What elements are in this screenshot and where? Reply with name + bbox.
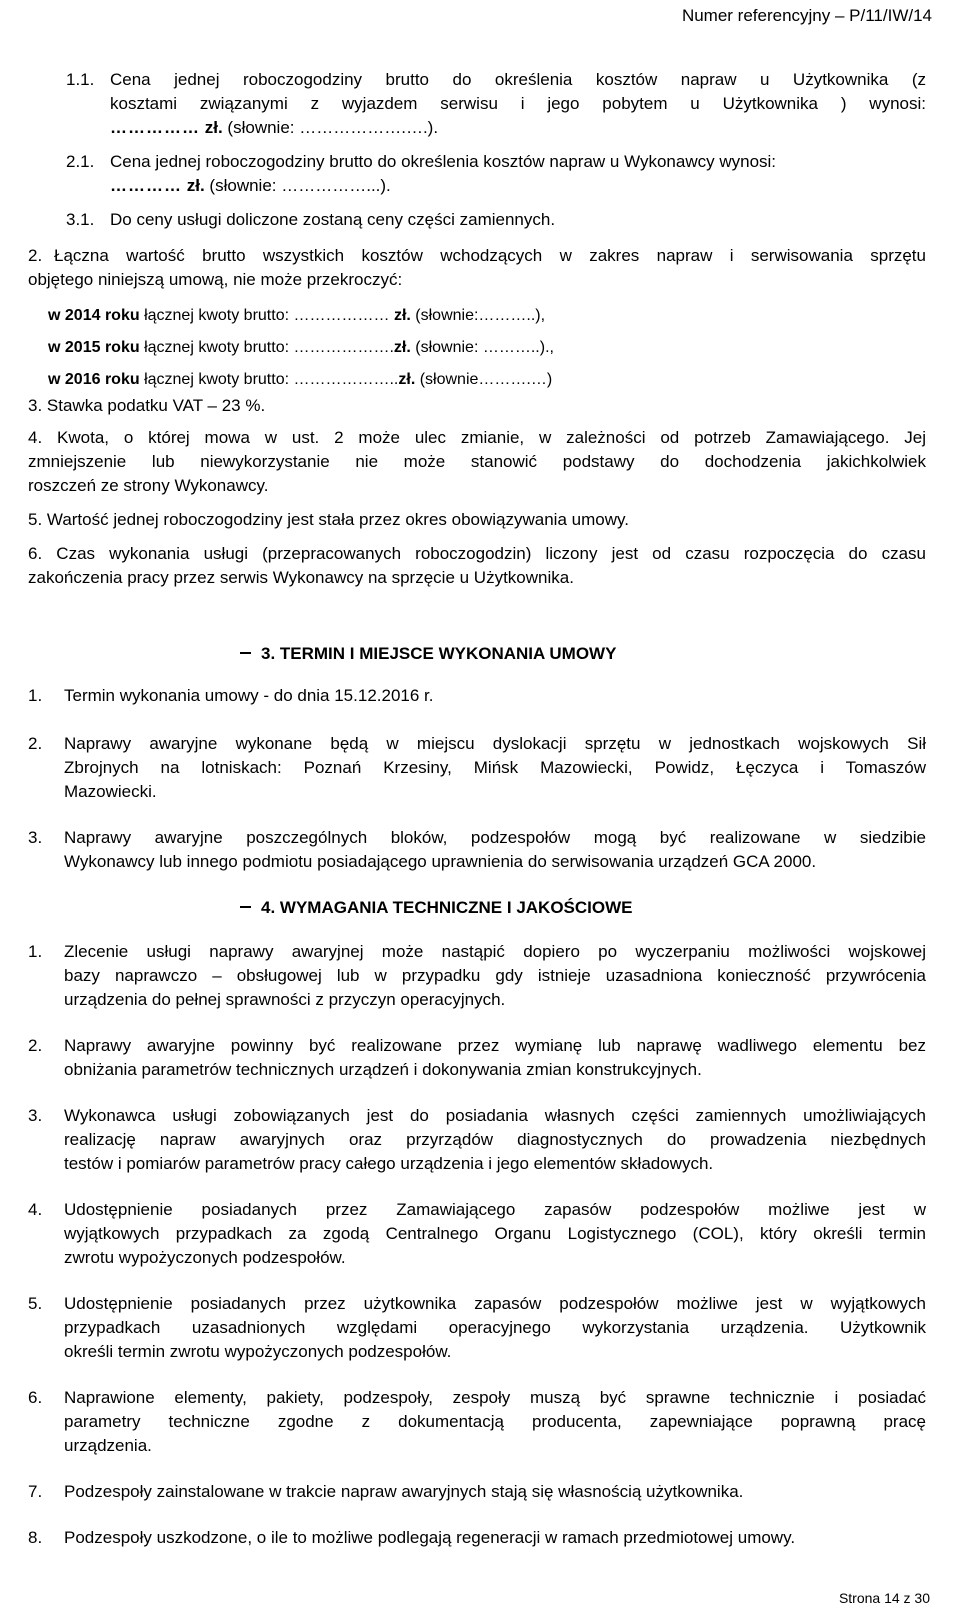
item-2-1-number: 2.1.	[66, 152, 95, 171]
currency-label: zł.	[393, 339, 411, 356]
s4-item-3-line-3: testów i pomiarów parametrów pracy całego urządzenia i jego elementów składowych.	[64, 1154, 714, 1173]
s4-item-1-line-3: urządzenia do pełnej sprawności z przyczyn operacyjnych.	[64, 990, 506, 1009]
s4-item-3-line-2: realizację napraw awaryjnych oraz przyrządów diagnostycznych do prowadzenia niezbędnych	[64, 1130, 926, 1149]
s4-item-5-number: 5.	[28, 1294, 43, 1313]
limit-year: 2015 roku	[64, 339, 140, 356]
item-6-line-2: zakończenia pracy przez serwis Wykonawcy na sprzęcie u Użytkownika.	[28, 568, 574, 587]
s4-item-5-line-3: określi termin zwrotu wypożyczonych podzespołów.	[64, 1342, 452, 1361]
currency-label: zł.	[204, 118, 223, 137]
s4-item-6-line-2: parametry techniczne zgodne z dokumentacją producenta, zapewniające poprawną pracę	[64, 1412, 926, 1431]
s3-item-2-line-2: Zbrojnych na lotniskach: Poznań Krzesiny, Mińsk Mazowiecki, Powidz, Łęczyca i Tomaszów	[64, 758, 926, 777]
s4-item-2-number: 2.	[28, 1036, 43, 1055]
s4-item-4-line-1: Udostępnienie posiadanych przez Zamawiającego zapasów podzespołów możliwe jest w	[64, 1200, 926, 1219]
item-3-vat: 3. Stawka podatku VAT – 23 %.	[28, 396, 266, 415]
s3-item-3-number: 3.	[28, 828, 43, 847]
s3-item-3-line-1: Naprawy awaryjne poszczególnych bloków, podzespołów mogą być realizowane w siedzibie	[64, 828, 926, 847]
item-4-line-2: zmniejszenie lub niewykorzystanie nie może stanowić podstawy do dochodzenia jakichkolwiek	[28, 452, 926, 471]
limit-year: 2014 roku	[64, 307, 140, 324]
limit-in-words: (słownie……….…)	[419, 371, 553, 388]
s4-item-3-line-1: Wykonawca usługi zobowiązanych jest do posiadania własnych części zamiennych umożliwiających	[64, 1106, 926, 1125]
limit-in-words: (słownie: ………..).,	[415, 339, 554, 356]
s3-item-2-line-1: Naprawy awaryjne wykonane będą w miejscu dyslokacji sprzętu w jednostkach wojskowych Sił	[64, 734, 926, 753]
item-3-1-text: Do ceny usługi doliczone zostaną ceny części zamiennych.	[110, 210, 556, 229]
heading-dash	[240, 652, 251, 654]
currency-label: zł.	[393, 307, 411, 324]
s4-item-4-number: 4.	[28, 1200, 43, 1219]
in-words-placeholder: (słownie: ……………….….).	[227, 118, 439, 137]
limit-2014	[48, 307, 545, 325]
item-2-line-2: objętego niniejszą umową, nie może przekroczyć:	[28, 270, 403, 289]
s3-item-3-line-2: Wykonawcy lub innego podmiotu posiadającego uprawnienia do serwisowania urządzeń GCA 2000.	[64, 852, 817, 871]
s4-item-1-number: 1.	[28, 942, 43, 961]
item-2-number: 2.	[28, 246, 43, 265]
limit-year: 2016 roku	[64, 371, 140, 388]
s4-item-2-line-1: Naprawy awaryjne powinny być realizowane przez wymianę lub naprawę wadliwego elementu bez	[64, 1036, 926, 1055]
currency-label: zł.	[398, 371, 416, 388]
page-number: Strona 14 z 30	[838, 1590, 930, 1606]
s4-item-8-line-1: Podzespoły uszkodzone, o ile to możliwe podlegają regeneracji w ramach przedmiotowej umowy.	[64, 1528, 796, 1547]
s4-item-6-line-1: Naprawione elementy, pakiety, podzespoły, zespoły muszą być sprawne technicznie i posiadać	[64, 1388, 926, 1407]
s4-item-7-number: 7.	[28, 1482, 43, 1501]
s4-item-4-line-3: zwrotu wypożyczonych podzespołów.	[64, 1248, 346, 1267]
section-3-title: 3. TERMIN I MIEJSCE WYKONANIA UMOWY	[261, 644, 617, 663]
s4-item-4-line-2: wyjątkowych przypadkach za zgodą Centralnego Organu Logistycznego (COL), który określi termin	[64, 1224, 926, 1243]
s4-item-5-line-1: Udostępnienie posiadanych przez użytkownika zapasów podzespołów możliwe jest w wyjątkowych	[64, 1294, 926, 1313]
limit-prefix: w	[48, 339, 61, 356]
s4-item-6-number: 6.	[28, 1388, 43, 1407]
s3-item-1-number: 1.	[28, 686, 43, 705]
item-3-1-number: 3.1.	[66, 210, 95, 229]
s4-item-5-line-2: przypadkach uzasadnionych względami operacyjnego wykorzystania urządzenia. Użytkownik	[64, 1318, 926, 1337]
limit-in-words: (słownie:………..),	[415, 307, 546, 324]
section-4-title: 4. WYMAGANIA TECHNICZNE I JAKOŚCIOWE	[261, 898, 633, 917]
item-1-1-line-3	[110, 118, 438, 138]
s4-item-1-line-2: bazy naprawczo – obsługowej lub w przypadku gdy istnieje uzasadniona konieczność przywrócenia	[64, 966, 926, 985]
limit-prefix: w	[48, 307, 61, 324]
limit-prefix: w	[48, 371, 61, 388]
amount-placeholder: ……………	[110, 118, 200, 137]
s3-item-2-line-3: Mazowiecki.	[64, 782, 157, 801]
s4-item-8-number: 8.	[28, 1528, 43, 1547]
item-1-1-line-2: kosztami związanymi z wyjazdem serwisu i jego pobytem u Użytkownika ) wynosi:	[110, 94, 926, 113]
s3-item-1-line-1: Termin wykonania umowy - do dnia 15.12.2016 r.	[64, 686, 434, 705]
s4-item-3-number: 3.	[28, 1106, 43, 1125]
currency-label: zł.	[186, 176, 205, 195]
limit-text: łącznej kwoty brutto: ……………….	[144, 339, 394, 356]
item-4-line-3: roszczeń ze strony Wykonawcy.	[28, 476, 269, 495]
reference-number: Numer referencyjny – P/11/IW/14	[681, 6, 932, 25]
limit-text: łącznej kwoty brutto: ………………..	[144, 371, 399, 388]
item-1-1-number: 1.1.	[66, 70, 95, 89]
amount-placeholder: …………	[110, 176, 182, 195]
item-6-line-1: 6. Czas wykonania usługi (przepracowanych roboczogodzin) liczony jest od czasu rozpoczęcia do czasu	[28, 544, 926, 563]
s4-item-6-line-3: urządzenia.	[64, 1436, 152, 1455]
heading-dash	[240, 906, 251, 908]
in-words-placeholder: (słownie: ……………...).	[209, 176, 391, 195]
item-2-line-1: Łączna wartość brutto wszystkich kosztów wchodzących w zakres napraw i serwisowania sprzętu	[54, 246, 926, 265]
item-1-1-line-1: Cena jednej roboczogodziny brutto do określenia kosztów napraw u Użytkownika (z	[110, 70, 926, 89]
item-4-line-1: 4. Kwota, o której mowa w ust. 2 może ulec zmianie, w zależności od potrzeb Zamawiającego. Jej	[28, 428, 926, 447]
limit-text: łącznej kwoty brutto: ………………	[144, 307, 390, 324]
s4-item-7-line-1: Podzespoły zainstalowane w trakcie napraw awaryjnych stają się własnością użytkownika.	[64, 1482, 744, 1501]
s4-item-2-line-2: obniżania parametrów technicznych urządzeń i dokonywania zmian konstrukcyjnych.	[64, 1060, 702, 1079]
item-2-1-line-2	[110, 176, 391, 196]
limit-2016	[48, 371, 552, 389]
s4-item-1-line-1: Zlecenie usługi naprawy awaryjnej może nastąpić dopiero po wyczerpaniu możliwości wojskowej	[64, 942, 926, 961]
s3-item-2-number: 2.	[28, 734, 43, 753]
item-2-1-line-1: Cena jednej roboczogodziny brutto do określenia kosztów napraw u Wykonawcy wynosi:	[110, 152, 777, 171]
limit-2015	[48, 339, 554, 357]
item-5: 5. Wartość jednej roboczogodziny jest stała przez okres obowiązywania umowy.	[28, 510, 629, 529]
